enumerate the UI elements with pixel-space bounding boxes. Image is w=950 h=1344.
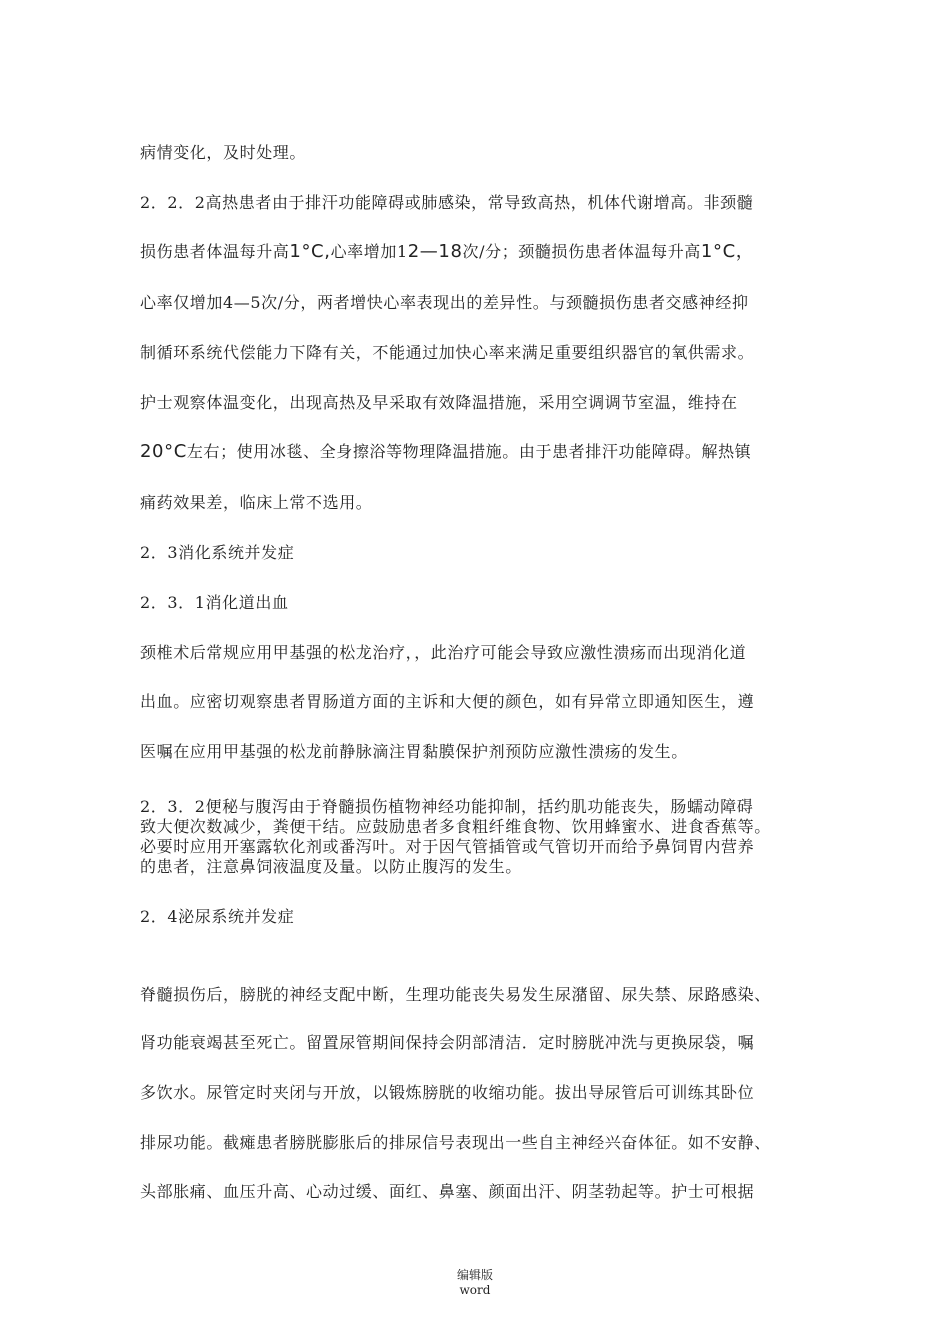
paragraph-line-compact: 的患者，注意鼻饲液温度及量。以防止腹泻的发生。 xyxy=(140,857,522,876)
temperature-value: 20°C xyxy=(140,441,187,462)
paragraph-line: 护士观察体温变化，出现高热及早采取有效降温措施，采用空调调节室温，维持在 xyxy=(140,393,738,412)
paragraph-line: 排尿功能。截瘫患者膀胱膨胀后的排尿信号表现出一些自主神经兴奋体征。如不安静、 xyxy=(140,1133,771,1152)
paragraph-line-mixed xyxy=(140,242,754,262)
paragraph-line: 病情变化，及时处理。 xyxy=(140,143,307,162)
paragraph-line: 头部胀痛、血压升高、心动过缓、面红、鼻塞、颜面出汗、阴茎勃起等。护士可根据 xyxy=(140,1182,755,1201)
paragraph-line: 心率仅增加4—5次/分，两者增快心率表现出的差异性。与颈髓损伤患者交感神经抑 xyxy=(140,293,749,312)
paragraph-line: 制循环系统代偿能力下降有关，不能通过加快心率来满足重要组织器官的氧供需求。 xyxy=(140,343,755,362)
paragraph-line: 出血。应密切观察患者胃肠道方面的主诉和大便的颜色，如有异常立即通知医生，遵 xyxy=(140,692,755,711)
text-run: 心率增加1 xyxy=(330,242,408,261)
paragraph-line-mixed xyxy=(140,442,751,462)
paragraph-line-compact: 必要时应用开塞露软化剂或番泻叶。对于因气管插管或气管切开而给予鼻饲胃内营养 xyxy=(140,837,755,856)
section-heading-2-3-1: 2．3．1消化道出血 xyxy=(140,593,289,612)
text-run: 次/分；颈髓损伤患者体温每升高 xyxy=(462,242,701,261)
section-heading-2-4: 2．4泌尿系统并发症 xyxy=(140,907,295,926)
text-run: 左右；使用冰毯、全身擦浴等物理降温措施。由于患者排汗功能障碍。解热镇 xyxy=(186,442,752,461)
footer-sublabel: word xyxy=(459,1283,491,1297)
paragraph-line: 医嘱在应用甲基强的松龙前静脉滴注胃黏膜保护剂预防应激性溃疡的发生。 xyxy=(140,742,688,761)
section-heading-2-3: 2．3消化系统并发症 xyxy=(140,543,295,562)
temperature-value: 1°C， xyxy=(700,241,755,262)
paragraph-line: 痛药效果差，临床上常不选用。 xyxy=(140,493,373,512)
text-run: 损伤患者体温每升高 xyxy=(140,242,290,261)
paragraph-line: 多饮水。尿管定时夹闭与开放，以锻炼膀胱的收缩功能。拔出导尿管后可训练其卧位 xyxy=(140,1083,755,1102)
heading-2-2-2-line: 2．2．2高热患者由于排汗功能障碍或肺感染，常导致高热，机体代谢增高。非颈髓 xyxy=(140,193,754,212)
footer-label: 编辑版 xyxy=(456,1268,493,1282)
range-value: 2—18 xyxy=(407,241,463,262)
paragraph-line: 颈椎术后常规应用甲基强的松龙治疗，，此治疗可能会导致应激性溃疡而出现消化道 xyxy=(140,643,747,662)
paragraph-line-compact: 2．3．2便秘与腹泻由于脊髓损伤植物神经功能抑制，括约肌功能丧失，肠蠕动障碍 xyxy=(140,797,754,816)
paragraph-line: 脊髓损伤后，膀胱的神经支配中断，生理功能丧失易发生尿潴留、尿失禁、尿路感染、 xyxy=(140,985,771,1004)
paragraph-line-compact: 致大便次数减少，粪便干结。应鼓励患者多食粗纤维食物、饮用蜂蜜水、进食香蕉等。 xyxy=(140,817,771,836)
temperature-value: 1°C, xyxy=(289,241,331,262)
paragraph-line: 肾功能衰竭甚至死亡。留置尿管期间保持会阴部清洁．定时膀胱冲洗与更换尿袋，嘱 xyxy=(140,1033,755,1052)
